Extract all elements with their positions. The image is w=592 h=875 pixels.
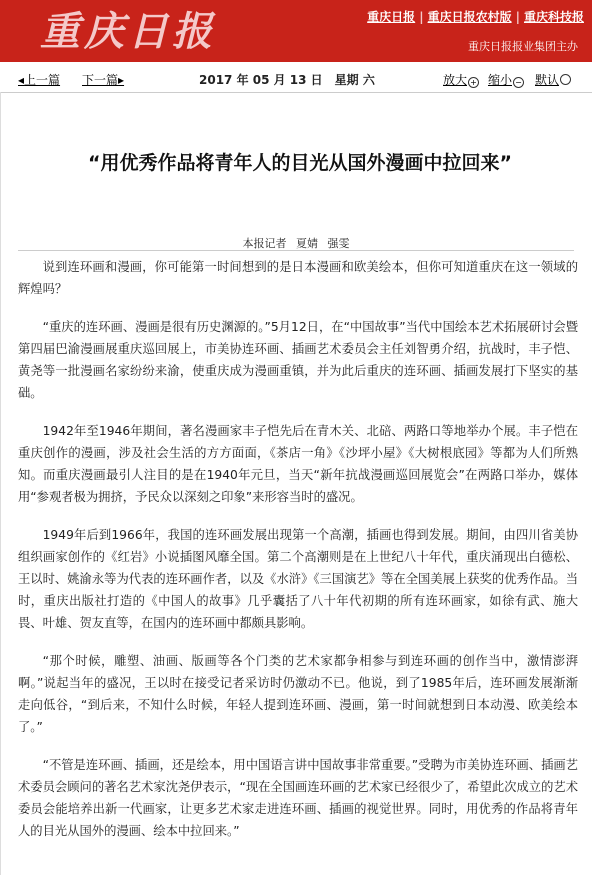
article-paragraph: 1949年后到1966年，我国的连环画发展出现第一个高潮，插画也得到发展。期间，由四川省美协组织画家创作的《红岩》小说插图风靡全国。第二个高潮则是在上世纪八十年代，重庆涌现出白德松、王以时、姚渝永等为代表的连环画作者，以及《水浒》《三国演艺》等在全国美展上获奖的优秀作品。当时，重庆出版社打造的《中国人的故事》几乎囊括了八十年代初期的所有连环画家，如徐有武、施大畏、叶雄、贺友直等，在国内的连环画中都颇具影响。 (18, 528, 578, 630)
nav-bar (0, 62, 592, 93)
zoom-out-button[interactable] (488, 71, 524, 88)
zoom-out-icon: − (513, 77, 524, 88)
masthead (0, 0, 592, 62)
author-name: 强雯 (327, 237, 350, 250)
byline (0, 235, 592, 251)
link-separator: | (515, 10, 520, 24)
link-separator: | (419, 10, 424, 24)
article-paragraph: “不管是连环画、插画，还是绘本，用中国语言讲中国故事非常重要。”受聘为市美协连环画、插画艺术委员会顾问的著名艺术家沈尧伊表示，“现在全国画连环画的艺术家已经很少了，希望此次成立的艺术委员会能培养出新一代画家，让更多艺术家走进连环画、插画的视觉世界。同时，用优秀的作品将青年人的目光从国外的漫画、绘本中拉回来。” (18, 758, 578, 838)
next-label: 下一篇 (82, 73, 119, 87)
link-rural-edition[interactable]: 重庆日报农村版 (427, 10, 512, 24)
zoom-out-label: 缩小 (488, 73, 513, 87)
newspaper-logo[interactable]: 重庆日报 (40, 8, 216, 55)
top-links (367, 8, 584, 25)
issue-date: 2017 年 05 月 13 日 星期 六 (199, 73, 375, 87)
zoom-reset-icon (560, 74, 571, 85)
divider (18, 250, 574, 251)
zoom-in-button[interactable] (443, 71, 479, 88)
article-paragraph: 1942年至1946年期间，著名漫画家丰子恺先后在青木关、北碚、两路口等地举办个展。丰子恺在重庆创作的漫画，涉及社会生活的方方面面，《茶店一角》《沙坪小屋》《大树根底园》等都为人们所熟知。而重庆漫画最引人注目的是在1940年元旦，当天“新年抗战漫画巡回展览会”在两路口举办，媒体用“参观者极为拥挤，予民众以深刻之印象”来形容当时的盛况。 (18, 424, 578, 504)
sponsor-text: 重庆日报报业集团主办 (468, 40, 578, 53)
byline-prefix: 本报记者 (242, 237, 287, 250)
zoom-reset-label: 默认 (535, 73, 560, 87)
link-science-paper[interactable]: 重庆科技报 (523, 10, 584, 24)
article-title: “用优秀作品将青年人的目光从国外漫画中拉回来” (88, 152, 512, 174)
link-chongqing-daily[interactable]: 重庆日报 (367, 10, 416, 24)
zoom-in-icon: + (468, 77, 479, 88)
article-body (18, 256, 578, 858)
next-article-link[interactable]: 下一篇▸ (82, 73, 125, 87)
zoom-reset-button[interactable] (535, 71, 571, 88)
article-paragraph: “重庆的连环画、漫画是很有历史渊源的。”5月12日，在“中国故事”当代中国绘本艺术拓展研讨会暨第四届巴渝漫画展重庆巡回展上，市美协连环画、插画艺术委员会主任刘智勇介绍，抗战时，丰子恺、黄尧等一批漫画名家纷纷来渝，使重庆成为漫画重镇，并为此后重庆的连环画、插画发展打下坚实的基础。 (18, 320, 578, 400)
article-paragraph: 说到连环画和漫画，你可能第一时间想到的是日本漫画和欧美绘本，但你可知道重庆在这一领域的辉煌吗？ (18, 260, 578, 296)
prev-label: 上一篇 (24, 73, 61, 87)
prev-article-link[interactable]: ◂上一篇 (18, 73, 61, 87)
article-paragraph: “那个时候，雕塑、油画、版画等各个门类的艺术家都争相参与到连环画的创作当中，激情澎湃啊。”说起当年的盛况，王以时在接受记者采访时仍激动不已。他说，到了1985年后，连环画发展渐渐走向低谷，“到后来，不知什么时候，年轻人提到连环画、漫画，第一时间就想到日本动漫、欧美绘本了。” (18, 654, 578, 734)
author-name: 夏婧 (296, 237, 318, 250)
zoom-in-label: 放大 (443, 73, 468, 87)
